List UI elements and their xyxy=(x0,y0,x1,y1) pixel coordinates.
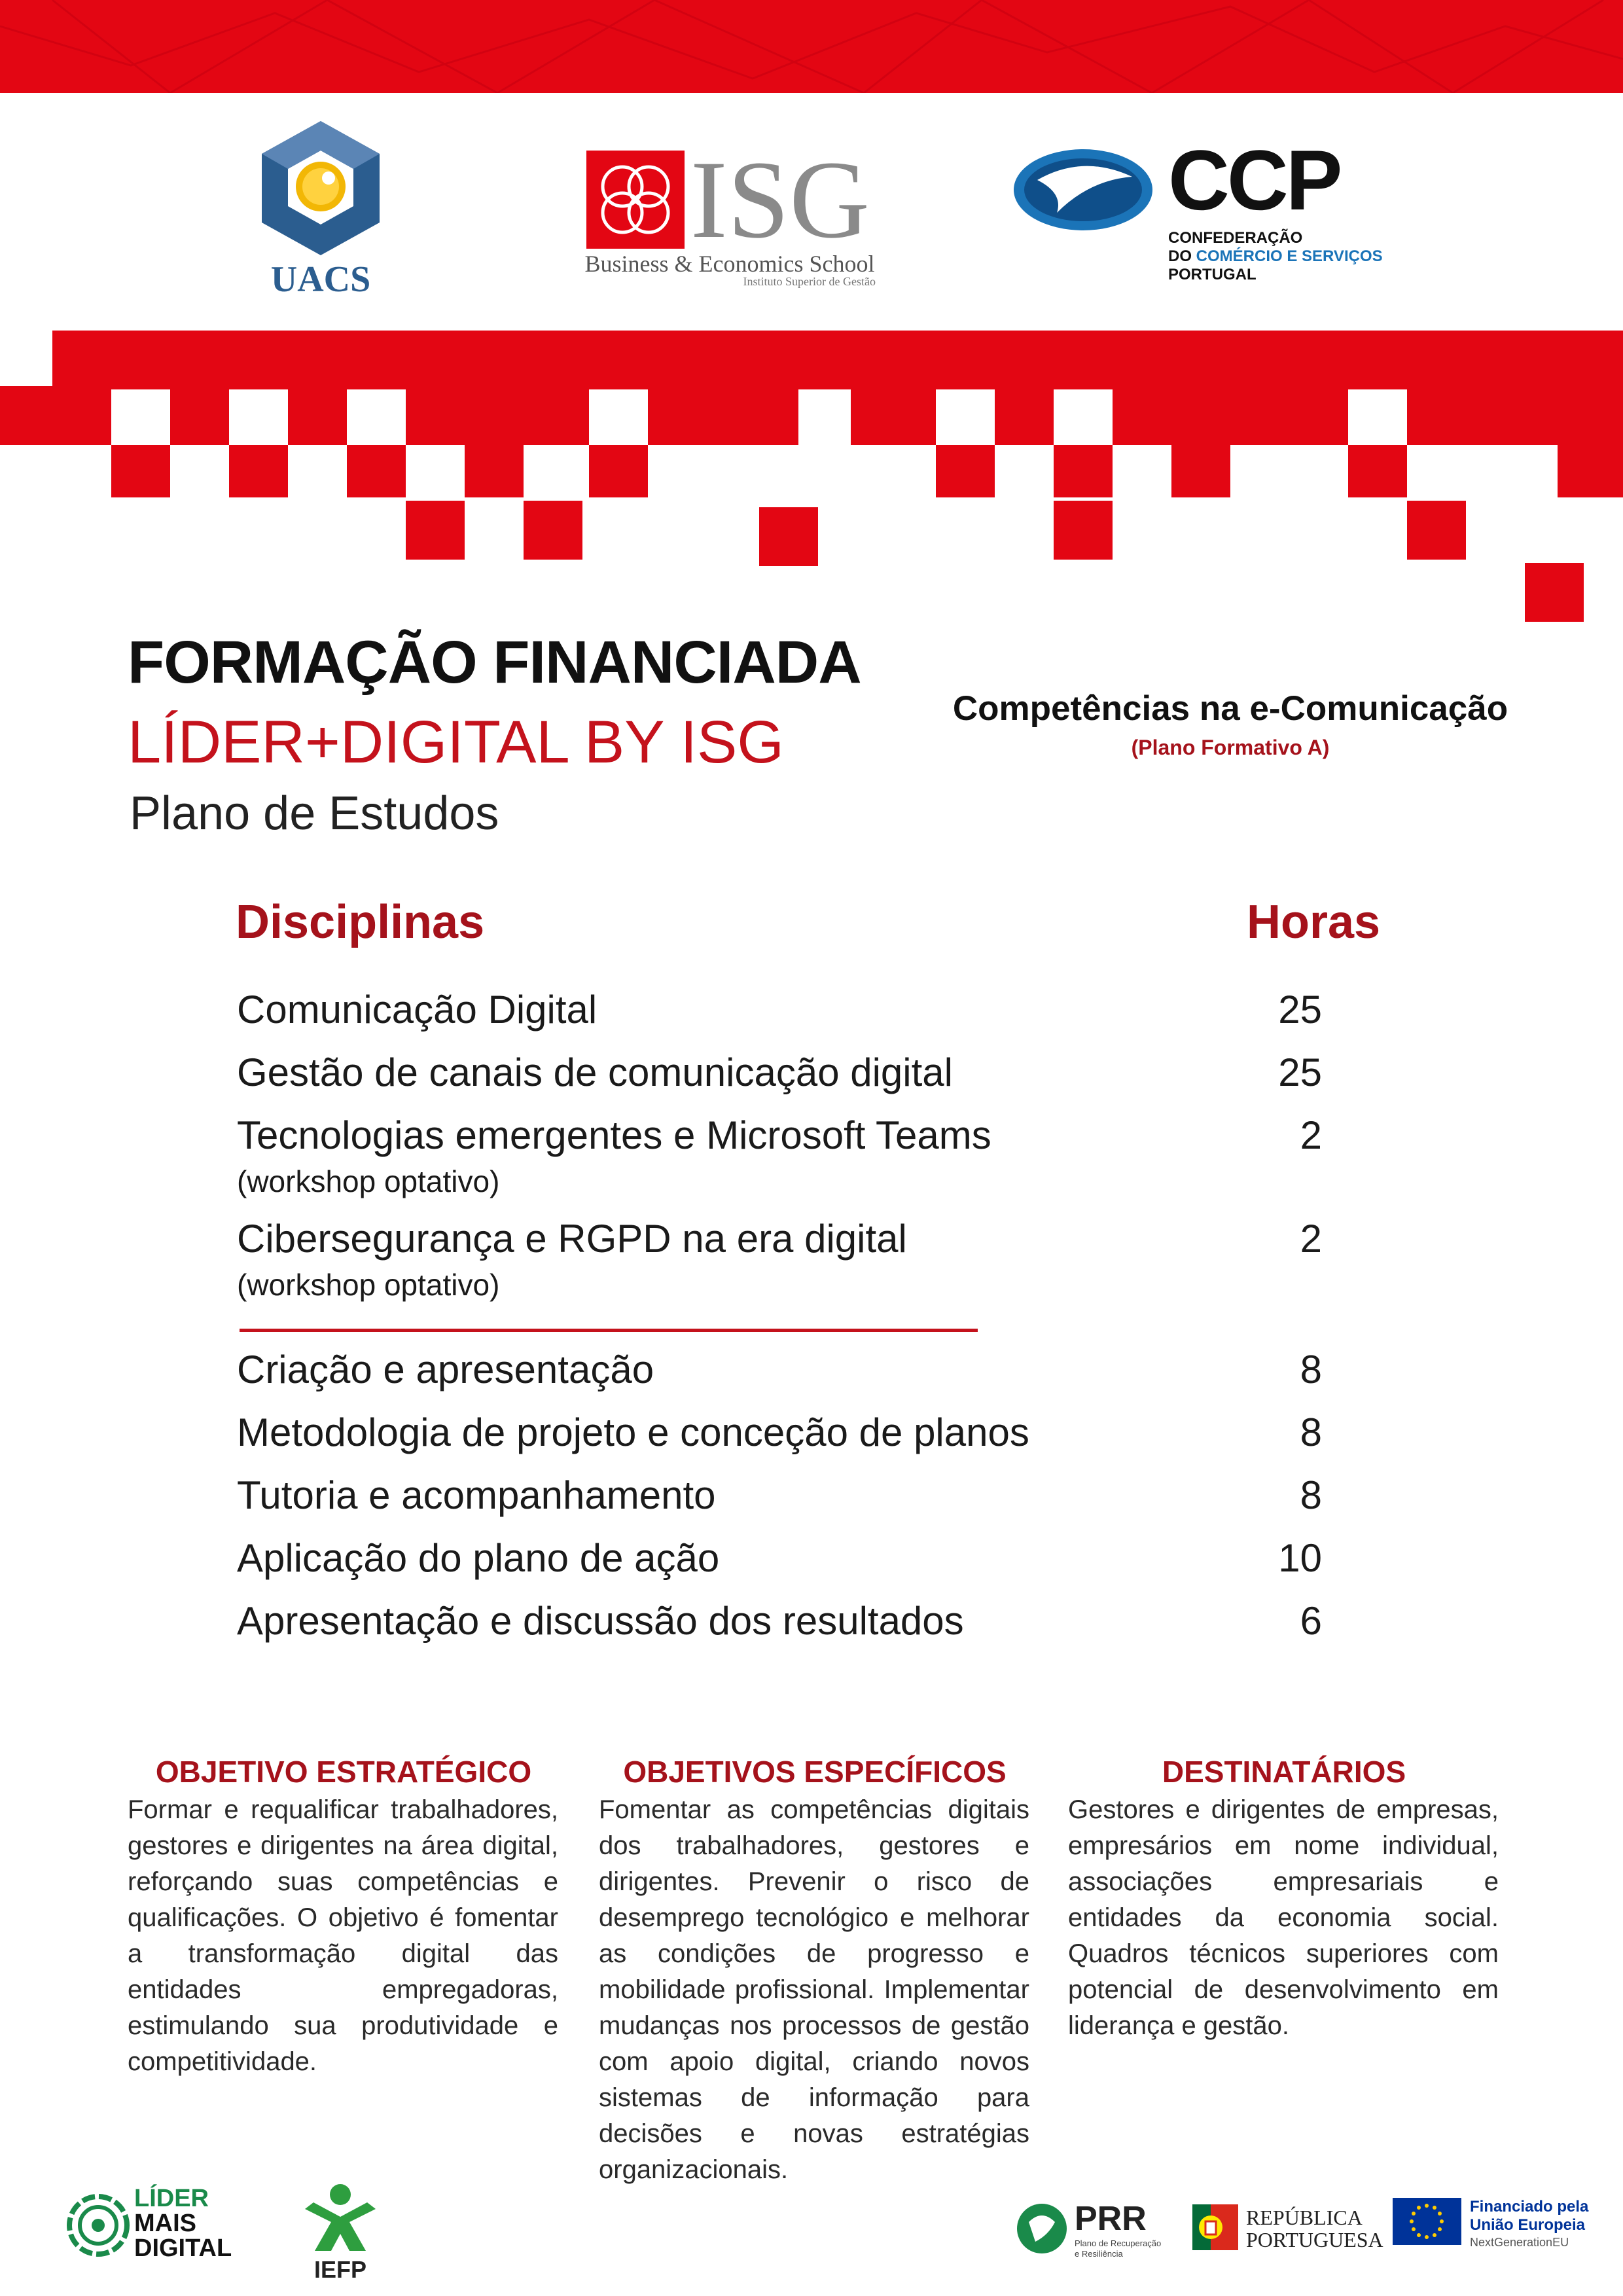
ccp-line3: PORTUGAL xyxy=(1168,266,1257,283)
table-row-hours: 8 xyxy=(1300,1410,1322,1454)
table-row-label: Tutoria e acompanhamento xyxy=(237,1473,716,1517)
table-row-note: (workshop optativo) xyxy=(237,1164,500,1198)
uacs-wordmark: UACS xyxy=(270,259,371,300)
eu-flag-icon xyxy=(1393,2198,1461,2245)
table-row-hours: 2 xyxy=(1300,1217,1322,1261)
prr-sub1: Plano de Recuperação xyxy=(1075,2238,1162,2248)
portugal-shield-icon xyxy=(1192,2204,1238,2250)
section-divider xyxy=(240,1329,978,1332)
hours-header: Horas xyxy=(1247,896,1381,948)
strategic-objective-title: OBJETIVO ESTRATÉGICO xyxy=(155,1755,532,1789)
eu-line1: Financiado pela xyxy=(1470,2198,1589,2215)
specific-objectives-text: Fomentar as competências digitais dos trabalhadores, gestores e dirigentes. Prevenir o risco de desemprego tecnológico e melhorar as condições de progresso e mobilidade profissional. Implementar mudanças nos processos de gestão com apoio digital, criando novos sistemas de informação para decisões e novas estratégias organizacionais. xyxy=(599,1795,1029,2184)
eu-line2: União Europeia xyxy=(1470,2216,1586,2234)
table-row-hours: 25 xyxy=(1278,988,1322,1031)
table-row-hours: 25 xyxy=(1278,1050,1322,1094)
table-row-hours: 6 xyxy=(1300,1599,1322,1643)
page-title: FORMAÇÃO FINANCIADA xyxy=(128,629,861,696)
strategic-objective-text: Formar e requalificar trabalhadores, gestores e dirigentes na área digital, reforçando suas competências e qualificações. O objetivo é fomentar a transformação digital das entidades empregadoras, estimulando sua produtividade e competitividade. xyxy=(128,1795,558,2076)
table-row-hours: 8 xyxy=(1300,1348,1322,1391)
rep-line1: REPÚBLICA xyxy=(1246,2206,1363,2229)
course-plan: (Plano Formativo A) xyxy=(1131,736,1330,759)
ccp-line1: CONFEDERAÇÃO xyxy=(1168,229,1303,247)
table-row-label: Criação e apresentação xyxy=(237,1348,654,1391)
specific-objectives-title: OBJETIVOS ESPECÍFICOS xyxy=(623,1755,1007,1789)
table-row-label: Apresentação e discussão dos resultados xyxy=(237,1599,964,1643)
rep-line2: PORTUGUESA xyxy=(1246,2228,1383,2251)
plan-label: Plano de Estudos xyxy=(130,787,499,840)
lider-line3: DIGITAL xyxy=(134,2234,232,2262)
lider-circle-icon xyxy=(65,2193,131,2258)
ccp-line2-prefix: DO xyxy=(1168,247,1196,265)
prr-wordmark: PRR xyxy=(1075,2200,1147,2238)
republica-portuguesa-logo xyxy=(1192,2199,1383,2265)
prr-sub2: e Resiliência xyxy=(1075,2249,1123,2259)
isg-subtagline: Instituto Superior de Gestão xyxy=(743,275,876,288)
eu-line3: NextGenerationEU xyxy=(1470,2236,1569,2249)
ccp-line2-highlight: COMÉRCIO E SERVIÇOS xyxy=(1196,247,1383,265)
table-row-label: Cibersegurança e RGPD na era digital xyxy=(237,1217,907,1261)
table-row-label: Gestão de canais de comunicação digital xyxy=(237,1050,954,1094)
prr-logo xyxy=(1016,2199,1192,2265)
iefp-wordmark: IEFP xyxy=(313,2256,366,2283)
table-row-label: Comunicação Digital xyxy=(237,988,597,1031)
iefp-logo xyxy=(298,2183,383,2287)
lider-line2: MAIS xyxy=(134,2210,196,2237)
lider-mais-digital-logo xyxy=(65,2186,249,2278)
iefp-figure-icon xyxy=(302,2183,379,2253)
recipients-text: Gestores e dirigentes de empresas, empresários em nome individual, associações empresariais e entidades da economia social. Quadros técnicos superiores com potencial de desenvolvimento em liderança e gestão. xyxy=(1068,1795,1499,2040)
disciplines-header: Disciplinas xyxy=(236,896,485,948)
table-row-label: Tecnologias emergentes e Microsoft Teams xyxy=(237,1113,991,1157)
course-name: Competências na e-Comunicação xyxy=(952,689,1508,728)
ccp-wordmark: CCP xyxy=(1168,132,1340,228)
recipients-title: DESTINATÁRIOS xyxy=(1162,1755,1406,1789)
table-row-hours: 2 xyxy=(1300,1113,1322,1157)
table-row-note: (workshop optativo) xyxy=(237,1268,500,1302)
eu-funding-logo xyxy=(1393,2198,1589,2263)
pixel-pattern xyxy=(0,0,1623,628)
table-row-hours: 8 xyxy=(1300,1473,1322,1517)
lider-line1: LÍDER xyxy=(134,2185,209,2212)
table-row-label: Metodologia de projeto e conceção de planos xyxy=(237,1410,1029,1454)
table-row-hours: 10 xyxy=(1278,1536,1322,1580)
table-row-label: Aplicação do plano de ação xyxy=(237,1536,720,1580)
isg-tagline: Business & Economics School xyxy=(584,251,875,277)
prr-circle-icon xyxy=(1016,2202,1068,2255)
isg-wordmark: ISG xyxy=(690,138,870,261)
page-subtitle: LÍDER+DIGITAL BY ISG xyxy=(128,709,784,776)
